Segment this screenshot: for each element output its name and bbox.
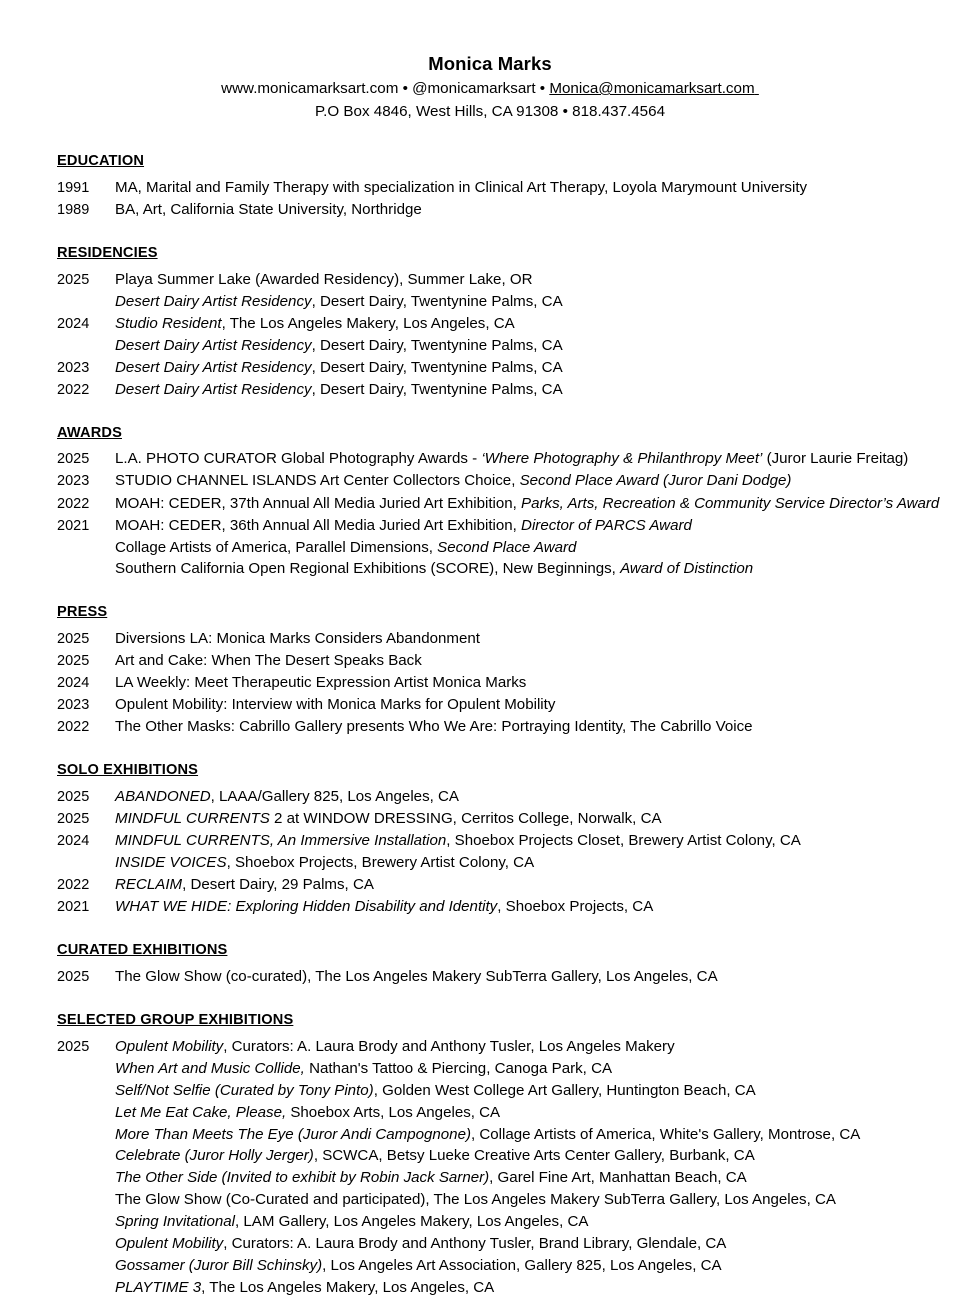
- entry-title-italic: Spring Invitational: [115, 1213, 235, 1231]
- entry-row: [57, 1255, 940, 1277]
- entry-row: [57, 852, 940, 874]
- entry-description: [115, 448, 940, 470]
- entry-year: 2025: [57, 968, 90, 985]
- section: [57, 423, 940, 581]
- entry-text: The Glow Show (Co-Curated and participated), The Los Angeles Makery SubTerra Gallery, Los Angeles, CA: [115, 1191, 836, 1209]
- entry-text: The Glow Show (co-curated), The Los Angeles Makery SubTerra Gallery, Los Angeles, CA: [115, 967, 718, 985]
- entry-title-italic: INSIDE VOICES: [115, 854, 227, 872]
- entry-text: , Collage Artists of America, White's Gallery, Montrose, CA: [471, 1125, 861, 1143]
- entry-description: [115, 628, 940, 650]
- entry-year: 2025: [57, 1038, 90, 1055]
- entry-description: [115, 269, 940, 291]
- entry-title-italic: Gossamer (Juror Bill Schinsky): [115, 1256, 323, 1274]
- entry-text: MA, Marital and Family Therapy with specialization in Clinical Art Therapy, Loyola Marymount University: [115, 178, 808, 196]
- entry-description: [115, 1124, 940, 1146]
- entry-title-italic: MINDFUL CURRENTS: [115, 810, 270, 828]
- entry-row: [57, 448, 940, 470]
- entry-description: [115, 694, 940, 716]
- entry-description: [115, 537, 940, 559]
- entry-year: 2025: [57, 631, 90, 648]
- entry-text: , Shoebox Projects Closet, Brewery Artist Colony, CA: [446, 832, 801, 850]
- entry-year: 1991: [57, 179, 90, 196]
- entry-title-italic: RECLAIM: [115, 876, 183, 894]
- section: [57, 151, 940, 221]
- section-heading: SOLO EXHIBITIONS: [57, 762, 199, 779]
- entry-title-italic: Self/Not Selfie (Curated by Tony Pinto): [115, 1081, 374, 1099]
- entry-description: [115, 1167, 940, 1189]
- entry-description: [115, 1233, 940, 1255]
- entry-row: [57, 1124, 940, 1146]
- entry-text: LA Weekly: Meet Therapeutic Expression Artist Monica Marks: [115, 674, 527, 692]
- resume-body: [0, 151, 980, 1299]
- entry-year: 2023: [57, 697, 90, 714]
- entry-text: , Los Angeles Art Association, Gallery 825, Los Angeles, CA: [322, 1256, 722, 1274]
- entry-text: , Garel Fine Art, Manhattan Beach, CA: [489, 1169, 747, 1187]
- entry-text: , SCWCA, Betsy Lueke Creative Arts Center Gallery, Burbank, CA: [313, 1147, 755, 1165]
- entry-row: [57, 1080, 940, 1102]
- entry-title-italic: ABANDONED: [115, 788, 211, 806]
- entry-text: Diversions LA: Monica Marks Considers Abandonment: [115, 630, 480, 648]
- entry-text: Playa Summer Lake (Awarded Residency), Summer Lake, OR: [115, 270, 533, 288]
- entry-title-italic: Desert Dairy Artist Residency: [115, 380, 312, 398]
- entry-description: [115, 291, 940, 313]
- entry-row: [57, 335, 940, 357]
- entry-row: [57, 672, 940, 694]
- entry-text: , Shoebox Projects, Brewery Artist Colony, CA: [226, 854, 535, 872]
- entry-description: [115, 1036, 940, 1058]
- entry-row: [57, 470, 940, 492]
- entry-row: [57, 786, 940, 808]
- entry-year: 2023: [57, 473, 90, 490]
- entry-year: 2024: [57, 315, 90, 332]
- entry-description: [115, 650, 940, 672]
- entry-row: [57, 874, 940, 896]
- entry-row: [57, 1277, 940, 1299]
- entry-text-leading: Southern California Open Regional Exhibitions (SCORE), New Beginnings,: [115, 560, 621, 578]
- entry-text: , LAM Gallery, Los Angeles Makery, Los Angeles, CA: [234, 1213, 589, 1231]
- entry-title-italic: MINDFUL CURRENTS, An Immersive Installation: [115, 832, 447, 850]
- entry-row: [57, 1233, 940, 1255]
- entry-title-italic: WHAT WE HIDE: Exploring Hidden Disability and Identity: [115, 898, 498, 916]
- entry-text: , Shoebox Projects, CA: [497, 898, 654, 916]
- entry-description: [115, 470, 940, 492]
- entry-text: Nathan's Tattoo & Piercing, Canoga Park, CA: [304, 1059, 613, 1077]
- entry-description: [115, 335, 940, 357]
- entry-row: [57, 896, 940, 918]
- entry-text: , Desert Dairy, Twentynine Palms, CA: [311, 292, 563, 310]
- section: [57, 760, 940, 918]
- entry-year: 2025: [57, 451, 90, 468]
- section-heading: AWARDS: [57, 424, 122, 441]
- entry-row: [57, 493, 940, 515]
- entry-row: [57, 1145, 940, 1167]
- entry-title-italic: Opulent Mobility: [115, 1234, 224, 1252]
- entry-title-italic: Celebrate (Juror Holly Jerger): [115, 1147, 314, 1165]
- entry-title-italic: Parks, Arts, Recreation & Community Service Director’s Award: [521, 494, 940, 512]
- entry-year: 2022: [57, 719, 90, 736]
- entry-title-italic: Desert Dairy Artist Residency: [115, 292, 312, 310]
- entry-text: , The Los Angeles Makery, Los Angeles, CA: [221, 314, 515, 332]
- entry-text: Art and Cake: When The Desert Speaks Back: [115, 652, 422, 670]
- contact-web-handles: www.monicamarksart.com • @monicamarksart •: [221, 80, 550, 98]
- entry-description: [115, 177, 940, 199]
- entry-description: [115, 808, 940, 830]
- entry-text: (Juror Laurie Freitag): [762, 450, 909, 468]
- entry-row: [57, 1167, 940, 1189]
- entry-title-italic: PLAYTIME 3: [115, 1278, 202, 1296]
- entry-text-leading: Collage Artists of America, Parallel Dimensions,: [115, 538, 438, 556]
- entry-row: [57, 1211, 940, 1233]
- entry-row: [57, 966, 940, 988]
- section: [57, 1010, 940, 1299]
- entry-text: , Desert Dairy, Twentynine Palms, CA: [311, 336, 563, 354]
- artist-name: Monica Marks: [428, 53, 552, 74]
- section-heading: EDUCATION: [57, 152, 145, 169]
- entry-year: 2025: [57, 653, 90, 670]
- entry-year: 2025: [57, 789, 90, 806]
- entry-description: [115, 199, 940, 221]
- section: [57, 940, 940, 988]
- entry-text: , Desert Dairy, Twentynine Palms, CA: [311, 380, 563, 398]
- entry-year: 2022: [57, 495, 90, 512]
- entry-row: [57, 694, 940, 716]
- section-heading: PRESS: [57, 604, 108, 621]
- entry-text-leading: MOAH: CEDER, 37th Annual All Media Juried Art Exhibition,: [115, 494, 522, 512]
- entry-text: 2 at WINDOW DRESSING, Cerritos College, Norwalk, CA: [269, 810, 662, 828]
- entry-year: 2023: [57, 359, 90, 376]
- entry-text: , LAAA/Gallery 825, Los Angeles, CA: [210, 788, 459, 806]
- entry-description: [115, 357, 940, 379]
- section-heading: CURATED EXHIBITIONS: [57, 942, 228, 959]
- entry-description: [115, 786, 940, 808]
- entry-year: 2022: [57, 381, 90, 398]
- entry-text: Shoebox Arts, Los Angeles, CA: [286, 1103, 501, 1121]
- entry-text-leading: STUDIO CHANNEL ISLANDS Art Center Collectors Choice,: [115, 472, 520, 490]
- entry-description: [115, 313, 940, 335]
- entry-description: [115, 852, 940, 874]
- entry-title-italic: More Than Meets The Eye (Juror Andi Campognone): [115, 1125, 471, 1143]
- entry-row: [57, 1189, 940, 1211]
- entry-year: 2021: [57, 899, 90, 916]
- entry-title-italic: ‘Where Photography & Philanthropy Meet’: [481, 450, 763, 468]
- entry-text: , The Los Angeles Makery, Los Angeles, CA: [201, 1278, 495, 1296]
- entry-row: [57, 313, 940, 335]
- entry-row: [57, 379, 940, 401]
- entry-title-italic: Second Place Award (Juror Dani Dodge): [519, 472, 792, 490]
- entry-row: [57, 1058, 940, 1080]
- entry-text: , Curators: A. Laura Brody and Anthony Tusler, Brand Library, Glendale, CA: [223, 1234, 727, 1252]
- entry-row: [57, 1036, 940, 1058]
- entry-year: 2024: [57, 675, 90, 692]
- entry-row: [57, 177, 940, 199]
- entry-year: 2021: [57, 517, 90, 534]
- entry-description: [115, 1255, 940, 1277]
- entry-title-italic: Second Place Award: [437, 538, 577, 556]
- entry-year: 2024: [57, 833, 90, 850]
- entry-row: [57, 808, 940, 830]
- entry-title-italic: Award of Distinction: [620, 560, 754, 578]
- entry-description: [115, 716, 940, 738]
- entry-description: [115, 1189, 940, 1211]
- entry-title-italic: Studio Resident: [115, 314, 222, 332]
- entry-title-italic: Opulent Mobility: [115, 1037, 224, 1055]
- entry-row: [57, 1102, 940, 1124]
- entry-description: [115, 1080, 940, 1102]
- entry-description: [115, 1102, 940, 1124]
- entry-row: [57, 291, 940, 313]
- entry-title-italic: Let Me Eat Cake, Please,: [115, 1103, 287, 1121]
- entry-row: [57, 650, 940, 672]
- entry-text-leading: MOAH: CEDER, 36th Annual All Media Juried Art Exhibition,: [115, 516, 522, 534]
- section-heading: RESIDENCIES: [57, 244, 158, 261]
- document-header: [0, 0, 980, 123]
- entry-description: [115, 558, 940, 580]
- entry-description: [115, 966, 940, 988]
- entry-row: [57, 269, 940, 291]
- entry-title-italic: Desert Dairy Artist Residency: [115, 358, 312, 376]
- entry-row: [57, 830, 940, 852]
- entry-row: [57, 558, 940, 580]
- entry-text: The Other Masks: Cabrillo Gallery presents Who We Are: Portraying Identity, The Cabrillo Voice: [115, 718, 753, 736]
- section-heading: SELECTED GROUP EXHIBITIONS: [57, 1012, 294, 1028]
- entry-row: [57, 515, 940, 537]
- entry-title-italic: Director of PARCS Award: [521, 516, 692, 534]
- entry-description: [115, 672, 940, 694]
- entry-row: [57, 537, 940, 559]
- entry-text: , Golden West College Art Gallery, Huntington Beach, CA: [373, 1081, 756, 1099]
- entry-row: [57, 716, 940, 738]
- entry-year: 1989: [57, 201, 90, 218]
- entry-title-italic: The Other Side (Invited to exhibit by Robin Jack Sarner): [115, 1169, 490, 1187]
- contact-email[interactable]: Monica@monicamarksart.com: [549, 80, 755, 98]
- entry-text: Opulent Mobility: Interview with Monica Marks for Opulent Mobility: [115, 696, 556, 714]
- entry-row: [57, 628, 940, 650]
- entry-description: [115, 379, 940, 401]
- section: [57, 602, 940, 738]
- entry-description: [115, 493, 940, 515]
- entry-text: , Desert Dairy, 29 Palms, CA: [182, 876, 374, 894]
- entry-title-italic: When Art and Music Collide,: [115, 1059, 305, 1077]
- entry-description: [115, 1277, 940, 1299]
- entry-description: [115, 1211, 940, 1233]
- entry-year: 2025: [57, 271, 90, 288]
- entry-row: [57, 199, 940, 221]
- entry-year: 2022: [57, 877, 90, 894]
- entry-text: BA, Art, California State University, Northridge: [115, 200, 422, 218]
- contact-line-address: P.O Box 4846, West Hills, CA 91308 • 818.437.4564: [314, 102, 666, 120]
- entry-description: [115, 1058, 940, 1080]
- entry-text-leading: L.A. PHOTO CURATOR Global Photography Awards -: [115, 450, 482, 468]
- entry-text: , Desert Dairy, Twentynine Palms, CA: [311, 358, 563, 376]
- entry-title-italic: Desert Dairy Artist Residency: [115, 336, 312, 354]
- contact-line-web: [0, 78, 980, 101]
- entry-year: 2025: [57, 811, 90, 828]
- entry-description: [115, 1145, 940, 1167]
- entry-description: [115, 830, 940, 852]
- entry-text: , Curators: A. Laura Brody and Anthony Tusler, Los Angeles Makery: [223, 1037, 675, 1055]
- entry-row: [57, 357, 940, 379]
- email-trailing-underline: [755, 80, 759, 97]
- entry-description: [115, 515, 940, 537]
- entry-description: [115, 896, 940, 918]
- entry-description: [115, 874, 940, 896]
- section: [57, 243, 940, 401]
